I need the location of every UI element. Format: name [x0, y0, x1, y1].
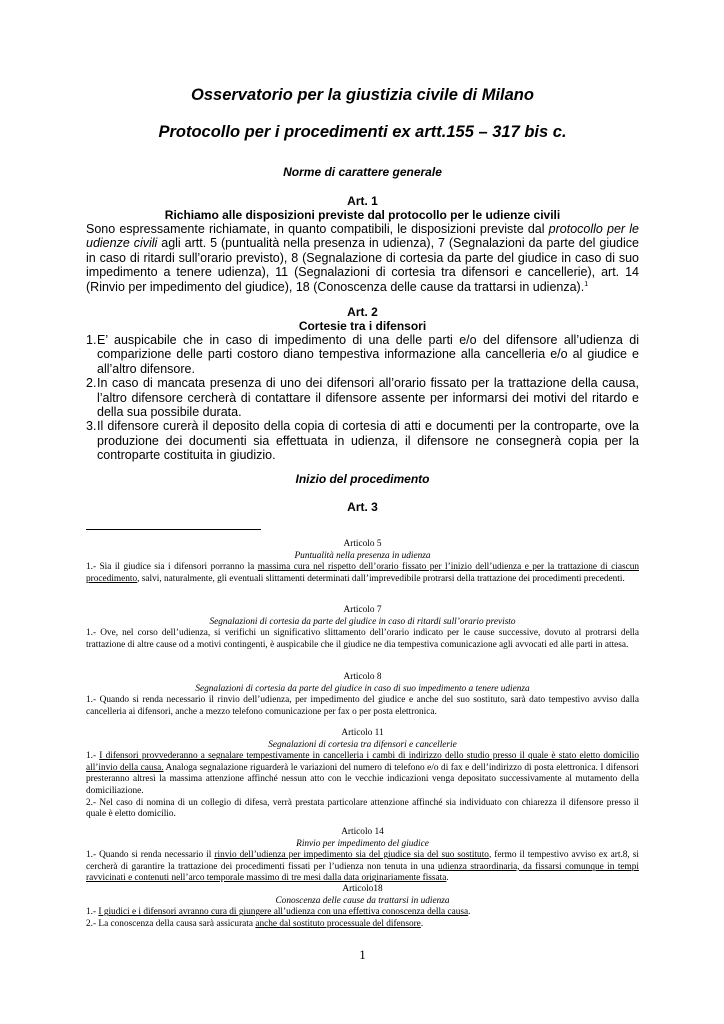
footnote-underlined: massima cura nel rispetto dell’orario fissato per l’inizio dell’udienza e per la trattazione di ciascun procedimento: [86, 562, 639, 584]
art1-text-b: agli artt. 5 (puntualità nella presenza in udienza), 7 (Segnalazioni da parte del giudice in caso di ritardi sull’orario previsto), 8 (Segnalazione di cortesia da parte del giudice in caso di suo impedimento a tenere udienza), 11 (Segnalazioni di cortesia tra difensori e cancellerie), art. 14 (Rinvio per impedimento del giudice), 18 (Conoscenza delle cause da trattarsi in udienza).: [86, 236, 639, 294]
footnote-art8: [86, 672, 639, 718]
footnote-art7: [86, 605, 639, 651]
footnote-text: 1.- Quando si renda necessario il: [86, 850, 215, 861]
art1-heading: Richiamo alle disposizioni previste dal protocollo per le udienze civili: [164, 208, 561, 222]
footnote-text: 2.- La conoscenza della causa sarà assicurata: [86, 918, 256, 929]
footnote-heading: Articolo18: [342, 884, 383, 894]
footnote-subheading: Segnalazioni di cortesia tra difensori e cancellerie: [268, 739, 457, 750]
art3-number: Art. 3: [347, 500, 378, 514]
footnote-subheading: Segnalazioni di cortesia da parte del giudice in caso di ritardi sull’orario previsto: [209, 616, 516, 627]
footnote-subheading: Rinvio per impedimento del giudice: [296, 838, 429, 849]
footnote-underlined: rinvio dell’udienza per impedimento sia del giudice sia del suo sostituto: [214, 850, 489, 861]
footnote-text: .: [468, 907, 471, 918]
footnote-text: 1.- Quando si renda necessario il rinvio dell’udienza, per impedimento del giudice e anche del suo sostituto, sarà dato tempestivo avviso dalla cancelleria ai difensori, anche a mezzo telefono comunicazione per fax o per posta elettronica.: [86, 695, 639, 717]
list-item: [86, 419, 639, 462]
list-item-number: 3.: [86, 419, 97, 434]
footnote-subheading: Conoscenza delle cause da trattarsi in udienza: [275, 895, 450, 906]
footnote-text: .: [420, 918, 424, 929]
footnote-heading: Articolo 7: [343, 605, 382, 615]
footnote-text: Analoga segnalazione riguarderà le variazioni del numero di telefono e/o di fax e dell’indirizzo di posta elettronica. I difensori presteranno altresì la massima attenzione affinché nessun atto con le vecchie indicazioni venga depositato successivamente al mutamento della domiciliazione.: [86, 762, 639, 796]
general-section-heading: Norme di carattere generale: [283, 165, 442, 179]
footnote-underlined: I difensori provvederanno a segnalare tempestivamente in cancelleria i cambi di indirizzo dello studio presso il quale è stato eletto domicilio all’invio della causa.: [86, 751, 639, 773]
art2-heading: Cortesie tra i difensori: [298, 319, 427, 333]
footnote-heading: Articolo 14: [341, 827, 384, 837]
art2-list: [86, 333, 639, 463]
footnote-separator: [86, 529, 261, 530]
list-item-text: E’ auspicabile che in caso di impedimento di una delle parti e/o del difensore all’udienza di comparizione delle parti costoro diano tempestiva informazione alla cancelleria e/o al giudice e all’altro difensore.: [97, 333, 639, 376]
art1-text-a: Sono espressamente richiamate, in quanto compatibili, le disposizioni previste dal: [86, 222, 549, 236]
footnote-text: , fermo il tempestivo avviso ex art.8, si cercherà di garantire la trattazione dei procedimenti fissati per l’udienza non tenuta in una: [86, 850, 639, 872]
footnote-underlined: I giudici e i difensori avranno cura di giungere all’udienza con una effettiva conoscenza della causa: [98, 907, 469, 918]
footnote-subheading: Segnalazioni di cortesia da parte del giudice in caso di suo impedimento a tenere udienza: [195, 683, 530, 694]
footnote-ref[interactable]: 1: [584, 280, 589, 288]
art2-number: Art. 2: [347, 305, 378, 319]
footnote-text: 1.- Ove, nel corso dell’udienza, si verifichi un significativo slittamento dell’orario indicato per le cause successive, dovuto al protrarsi della trattazione di altre cause od a motivi contingenti, è auspicabile che il giudice ne dia tempestiva comunicazione agli avvocati ed alle parti in attesa.: [86, 628, 639, 650]
list-item-number: 1.: [86, 333, 97, 347]
list-item: [86, 333, 639, 376]
footnote-art18: [86, 884, 639, 930]
list-item: [86, 376, 639, 419]
art1-text-em: protocollo per le udienze civili: [86, 222, 639, 251]
document-subtitle: [86, 123, 639, 142]
footnote-underlined: anche dal sostituto processuale del difensore: [255, 918, 421, 929]
footnote-text: 1.-: [86, 907, 99, 918]
footnote-text: 1.-: [86, 751, 100, 762]
footnote-underlined: udienza straordinaria, da fissarsi comunque in tempi ravvicinati e contenuti nell’arco temporale massimo di tre mesi dalla data originariamente fissata: [86, 861, 639, 884]
footnote-text: , salvi, naturalmente, gli eventuali slittamenti determinati dall’imprevedibile protrarsi della trattazione dei procedimenti precedenti.: [137, 573, 625, 584]
footnote-art11: [86, 728, 639, 821]
document-title: Osservatorio per la giustizia civile di Milano: [191, 86, 534, 104]
subtitle-main: Protocollo per i procedimenti ex artt.155 – 317 bis c.: [158, 123, 567, 141]
footnote-text: .: [446, 873, 449, 884]
footnote-heading: Articolo 5: [343, 539, 382, 549]
footnote-text: 2.- Nel caso di nomina di un collegio di difesa, verrà prestata particolare attenzione affinché sia individuato con chiarezza il difensore presso il quale è eletto domicilio.: [86, 797, 639, 820]
footnote-subheading: Puntualità nella presenza in udienza: [294, 550, 431, 561]
art1-text: [86, 222, 639, 294]
inizio-section-heading: Inizio del procedimento: [295, 472, 430, 486]
footnote-text: 1.- Sia il giudice sia i difensori porranno la: [86, 562, 258, 573]
list-item-text: In caso di mancata presenza di uno dei difensori all’orario fissato per la trattazione della causa, l’altro difensore cercherà di contattare il difensore assente per informarsi dei motivi del ritardo e della sua possibile durata.: [97, 376, 639, 420]
page-number: 1: [359, 947, 366, 962]
list-item-number: 2.: [86, 376, 97, 391]
footnote-heading: Articolo 11: [341, 728, 384, 738]
footnote-art14: [86, 827, 639, 885]
footnote-heading: Articolo 8: [343, 672, 382, 682]
art1-number: Art. 1: [347, 194, 378, 208]
footnote-art5: [86, 539, 639, 585]
list-item-text: Il difensore curerà il deposito della copia di cortesia di atti e documenti per la controparte, ove la produzione dei documenti sia effettuata in udienza, il difensore ne consegnerà copia per la controparte costituita in giudizio.: [97, 419, 639, 463]
